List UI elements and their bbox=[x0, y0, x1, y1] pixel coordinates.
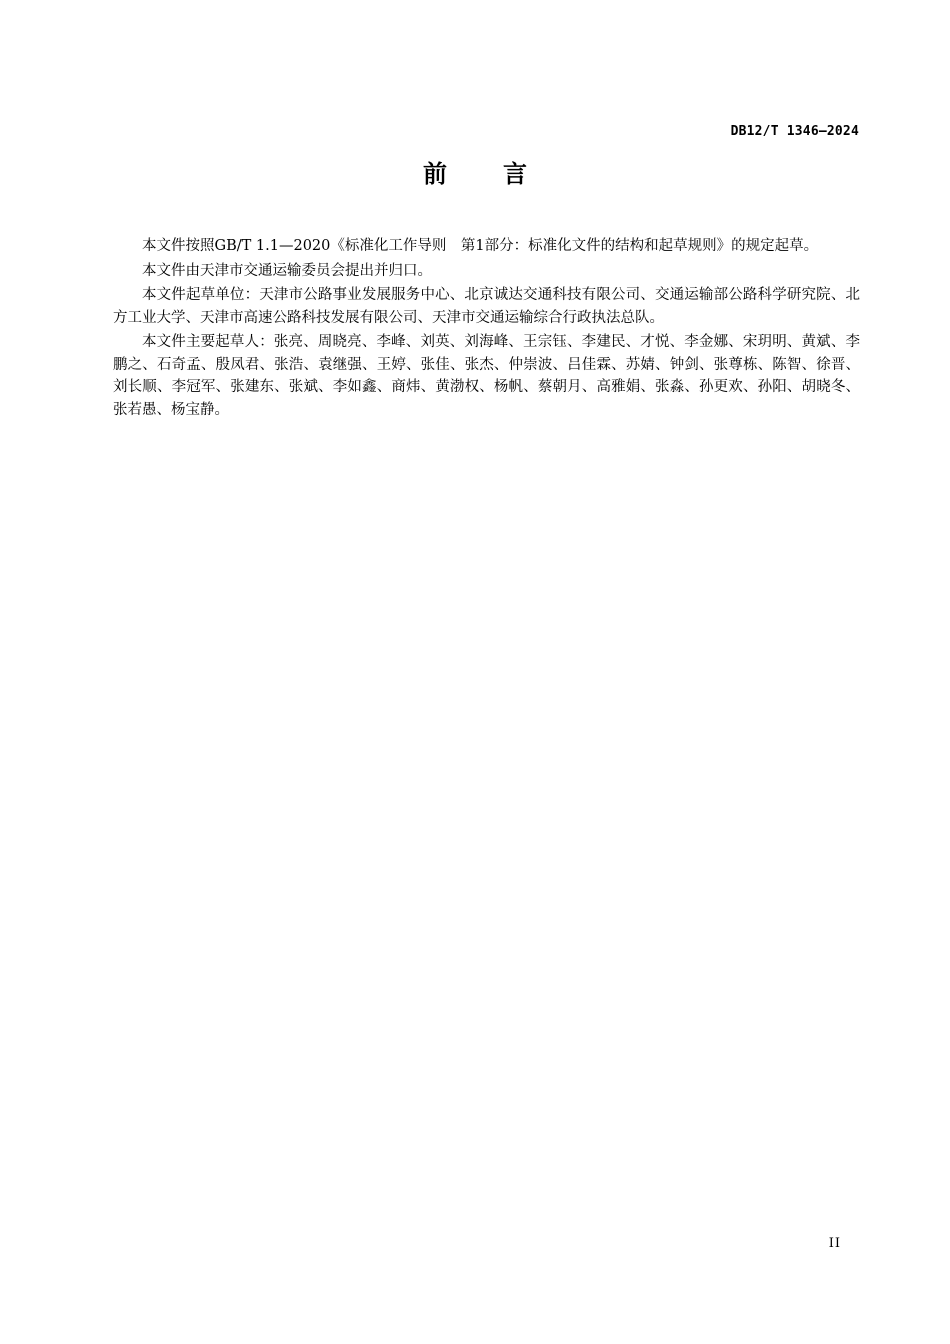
paragraph-drafting-rules: 本文件按照GB/T 1.1—2020《标准化工作导则 第1部分：标准化文件的结构和起草规则》的规定起草。 bbox=[142, 238, 819, 254]
paragraph-drafting-units: 本文件起草单位：天津市公路事业发展服务中心、北京诚达交通科技有限公司、交通运输部公路科学研究院、北方工业大学、天津市高速公路科技发展有限公司、天津市交通运输综合行政执法总队。 bbox=[113, 287, 860, 326]
paragraph-drafters: 本文件主要起草人：张亮、周晓亮、李峰、刘英、刘海峰、王宗钰、李建民、才悦、李金娜、宋玥明、黄斌、李鹏之、石奇孟、殷凤君、张浩、袁继强、王婷、张佳、张杰、仲崇波、吕佳霖、苏婧、钟剑、张尊栋、陈智、徐晋、刘长顺、李冠军、张建东、张斌、李如鑫、商炜、黄渤权、杨帆、蔡朝月、高雅娟、张淼、孙更欢、孙阳、胡晓冬、张若愚、杨宝静。 bbox=[113, 334, 860, 418]
paragraph-proposer: 本文件由天津市交通运输委员会提出并归口。 bbox=[142, 262, 432, 279]
page-title: 前言 bbox=[423, 160, 583, 188]
document-body bbox=[113, 235, 860, 423]
page-number: II bbox=[828, 1236, 841, 1251]
document-number: DB12/T 1346—2024 bbox=[730, 124, 859, 139]
